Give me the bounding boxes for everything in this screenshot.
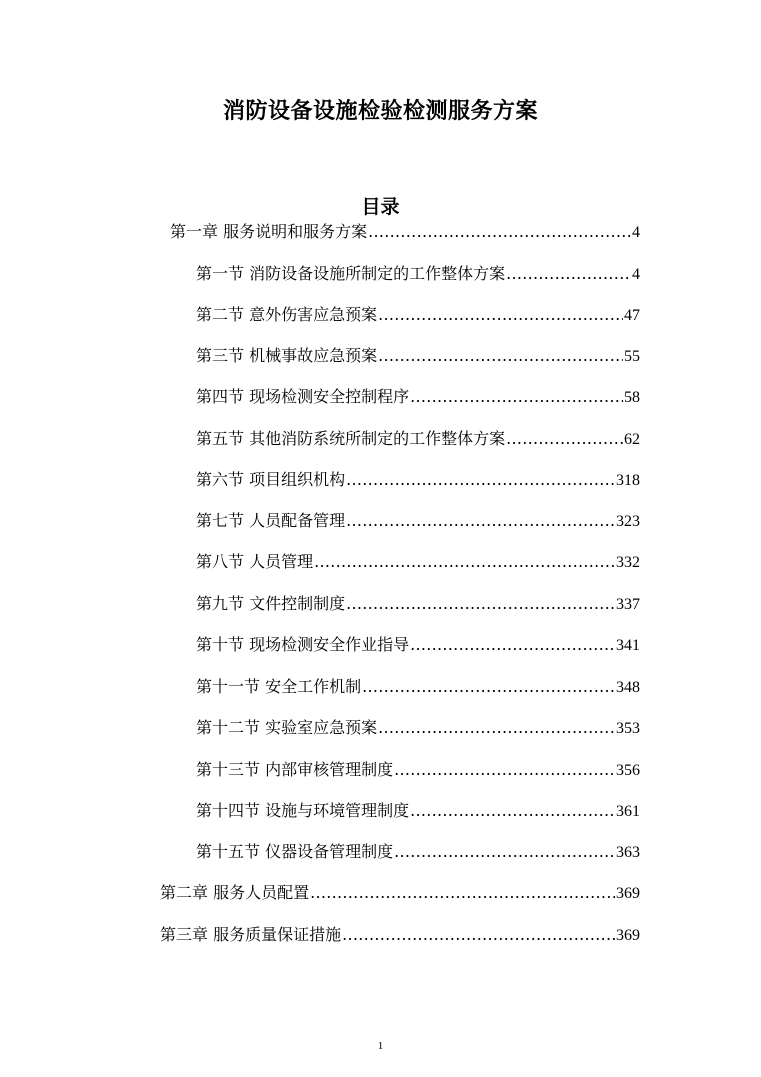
toc-entry-section-12[interactable] [196, 717, 640, 740]
toc-leader-dots [362, 676, 615, 698]
toc-entry-chapter-3[interactable] [160, 924, 640, 947]
toc-entry-label: 第五节 其他消防系统所制定的工作整体方案 [196, 429, 506, 448]
toc-leader-dots [506, 263, 631, 285]
toc-entry-page: 353 [616, 720, 640, 737]
toc-entry-chapter-2[interactable] [160, 882, 640, 905]
toc-entry-page: 332 [616, 554, 640, 571]
toc-entry-section-7[interactable] [196, 510, 640, 533]
toc-entry-page: 369 [616, 927, 640, 944]
toc-entry-label: 第四节 现场检测安全控制程序 [196, 387, 410, 406]
toc-leader-dots [310, 882, 615, 904]
toc-entry-section-13[interactable] [196, 759, 640, 782]
toc-entry-page: 55 [624, 348, 640, 365]
toc-entry-label: 第二章 服务人员配置 [160, 883, 310, 902]
toc-entry-label: 第二节 意外伤害应急预案 [196, 305, 378, 324]
toc-entry-section-8[interactable] [196, 551, 640, 574]
toc-entry-page: 47 [624, 307, 640, 324]
toc-leader-dots [368, 221, 631, 243]
toc-leader-dots [506, 428, 623, 450]
toc-entry-label: 第七节 人员配备管理 [196, 511, 346, 530]
toc-entry-section-15[interactable] [196, 841, 640, 864]
toc-entry-label: 第十五节 仪器设备管理制度 [196, 842, 394, 861]
toc-entry-label: 第一节 消防设备设施所制定的工作整体方案 [196, 264, 506, 283]
toc-entry-page: 4 [632, 266, 640, 283]
toc-entry-section-10[interactable] [196, 634, 640, 657]
toc-entry-label: 第三章 服务质量保证措施 [160, 925, 342, 944]
toc-entry-page: 369 [616, 885, 640, 902]
toc-entry-page: 363 [616, 844, 640, 861]
toc-entry-label: 第十一节 安全工作机制 [196, 677, 362, 696]
toc-leader-dots [378, 304, 623, 326]
toc-leader-dots [342, 924, 615, 946]
toc-entry-section-3[interactable] [196, 345, 640, 368]
toc-entry-label: 第十四节 设施与环境管理制度 [196, 801, 410, 820]
toc-entry-section-5[interactable] [196, 428, 640, 451]
toc-leader-dots [378, 345, 623, 367]
toc-entry-page: 62 [624, 431, 640, 448]
toc-entry-page: 348 [616, 679, 640, 696]
toc-leader-dots [410, 634, 615, 656]
toc-entry-label: 第九节 文件控制制度 [196, 594, 346, 613]
toc-entry-page: 341 [616, 637, 640, 654]
footer-page-number: 1 [377, 1040, 384, 1052]
toc-entry-section-4[interactable] [196, 386, 640, 409]
toc-entry-page: 4 [632, 224, 640, 241]
toc-entry-label: 第六节 项目组织机构 [196, 470, 346, 489]
toc-entry-section-11[interactable] [196, 676, 640, 699]
toc-entry-page: 337 [616, 596, 640, 613]
toc-entry-label: 第三节 机械事故应急预案 [196, 346, 378, 365]
toc-entry-page: 58 [624, 389, 640, 406]
toc-entry-page: 318 [616, 472, 640, 489]
toc-heading: 目录 [361, 196, 400, 218]
toc-entry-label: 第一章 服务说明和服务方案 [170, 222, 368, 241]
toc-leader-dots [394, 841, 615, 863]
toc-leader-dots [346, 593, 615, 615]
toc-entry-section-9[interactable] [196, 593, 640, 616]
toc-entry-label: 第十三节 内部审核管理制度 [196, 760, 394, 779]
toc-entry-section-6[interactable] [196, 469, 640, 492]
toc-leader-dots [314, 551, 615, 573]
toc-entry-label: 第十二节 实验室应急预案 [196, 718, 378, 737]
toc-leader-dots [346, 469, 615, 491]
toc-entry-section-14[interactable] [196, 800, 640, 823]
toc-entry-section-2[interactable] [196, 304, 640, 327]
toc-leader-dots [346, 510, 615, 532]
toc-leader-dots [410, 386, 623, 408]
toc-leader-dots [394, 759, 615, 781]
toc-entry-label: 第八节 人员管理 [196, 552, 314, 571]
document-title: 消防设备设施检验检测服务方案 [222, 99, 538, 124]
toc-entry-chapter-1[interactable] [170, 221, 640, 244]
toc-entry-section-1[interactable] [196, 263, 640, 286]
toc-entry-page: 356 [616, 762, 640, 779]
toc-entry-page: 323 [616, 513, 640, 530]
toc-leader-dots [410, 800, 615, 822]
toc-entry-label: 第十节 现场检测安全作业指导 [196, 635, 410, 654]
toc-leader-dots [378, 717, 615, 739]
toc-entry-page: 361 [616, 803, 640, 820]
